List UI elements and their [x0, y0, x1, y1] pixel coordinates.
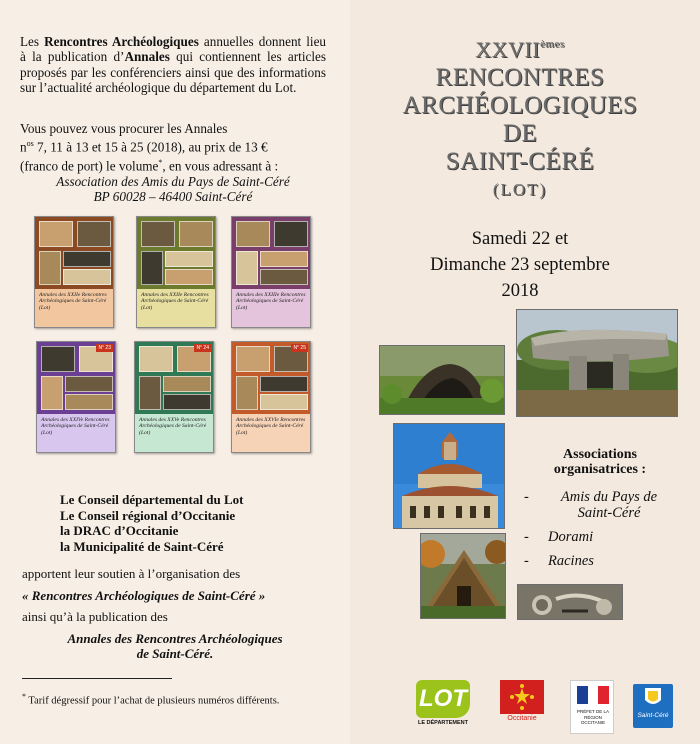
address-line-2: BP 60028 – 46400 Saint-Céré [93, 189, 253, 205]
hut-photo [420, 533, 506, 619]
book-photo-tile [139, 346, 173, 372]
footnote-divider [22, 678, 172, 679]
annales-book-cover [231, 341, 311, 453]
book-cover-caption: Annales des XXIVe Rencontres Archéologiques de Saint-Céré (Lot) [41, 417, 110, 436]
book-photo-tile [163, 394, 211, 410]
annales-book-cover [134, 341, 214, 453]
saint-cere-logo: Saint-Céré [633, 684, 673, 728]
occitan-cross-icon [500, 680, 544, 714]
book-photo-tile [260, 269, 308, 285]
carving-photo [517, 584, 623, 620]
sponsor-item: la Municipalité de Saint-Céré [60, 538, 224, 554]
book-cover-image [135, 342, 213, 414]
book-photo-tile [139, 376, 161, 410]
book-cover-image [232, 342, 310, 414]
book-cover-image [232, 217, 310, 289]
book-photo-tile [39, 221, 73, 247]
occitanie-logo: Occitanie [500, 680, 544, 726]
annales-book-cover [136, 216, 216, 328]
book-cover-caption: Annales des XXIIe Rencontres Archéologiques de Saint-Céré (Lot) [141, 292, 209, 311]
book-cover-image [35, 217, 113, 289]
organizers-box [530, 447, 670, 577]
book-photo-tile [41, 346, 75, 372]
prefet-logo: PRÉFET DE LA RÉGION OCCITANIE [570, 680, 614, 734]
book-photo-tile [236, 346, 270, 372]
book-photo-tile [236, 376, 258, 410]
church-photo [393, 423, 505, 529]
support-text: apportent leur soutien à l’organisation des « Rencontres Archéologiques de Saint-Céré » ainsi qu’à la publication des Annales des Rencontres Archéologiques de Saint-Céré. [22, 566, 328, 668]
intro-paragraph: Les Rencontres Archéologiques annuelles donnent lieu à la publication d’Annales qui contiennent les articles proposés par les conférenciers ainsi que des informations sur l’actualité archéologique du département du Lot. [20, 34, 327, 96]
event-date: Samedi 22 et Dimanche 23 septembre 2018 [430, 229, 610, 301]
sponsor-item: Le Conseil départemental du Lot [60, 492, 244, 507]
organizers-heading: Associations organisatrices : [553, 447, 647, 477]
book-photo-tile [236, 251, 258, 285]
book-photo-tile [65, 394, 113, 410]
book-number-badge: N° 24 [196, 345, 209, 351]
book-photo-tile [63, 251, 111, 267]
book-photo-tile [65, 376, 113, 392]
book-cover-image [137, 217, 215, 289]
event-title: XXVIIèmes RENCONTRES ARCHÉOLOGIQUES DE SAINT-CÉRÉ (LOT) [402, 37, 638, 199]
book-photo-tile [274, 221, 308, 247]
book-photo-tile [39, 251, 61, 285]
book-cover-caption: Annales des XXIIIe Rencontres Archéologiques de Saint-Céré (Lot) [236, 292, 306, 311]
book-cover-caption: Annales des XXVIe Rencontres Archéologiques de Saint-Céré (Lot) [236, 417, 306, 436]
book-photo-tile [260, 376, 308, 392]
footnote: * Tarif dégressif pour l’achat de plusieurs numéros différents. [22, 692, 280, 707]
book-photo-tile [77, 221, 111, 247]
book-photo-tile [163, 376, 211, 392]
book-cover-caption: Annales des XXVe Rencontres Archéologiques de Saint-Céré (Lot) [139, 417, 207, 436]
book-photo-tile [41, 376, 63, 410]
organizer-item: - Dorami [530, 529, 670, 545]
book-number-badge: N° 23 [98, 345, 111, 351]
book-photo-tile [165, 251, 213, 267]
publication-name: Annales des Rencontres Archéologiques [67, 630, 283, 646]
annales-paragraph: Vous pouvez vous procurer les Annales $n^{os}$ 7, 11 à 13 et 15 à 25 (2018), au prix de 13 € (franco de port) le volume*, en vous adressant à : Association des Amis du Pays de Saint-Céré BP 60028 – 46400 Saint-Céré [20, 121, 326, 205]
annales-book-cover [36, 341, 116, 453]
book-photo-tile [165, 269, 213, 285]
cave-photo [379, 345, 505, 415]
book-cover-caption: Annales des XXIIe Rencontres Archéologiques de Saint-Céré (Lot) [39, 292, 107, 311]
book-number-badge: N° 25 [293, 345, 306, 351]
organizer-item: - Amis du Pays de Saint-Céré [530, 489, 670, 521]
annales-book-cover [231, 216, 311, 328]
lot-logo-mark: LOT [416, 680, 470, 718]
book-photo-tile [260, 394, 308, 410]
book-photo-tile [179, 221, 213, 247]
saint-cere-shield-icon [633, 684, 673, 712]
book-photo-tile [141, 251, 163, 285]
sponsor-list [60, 492, 320, 554]
organizer-item: - Racines [530, 553, 670, 569]
sponsor-item: Le Conseil régional d’Occitanie [60, 507, 236, 523]
book-photo-tile [63, 269, 111, 285]
book-photo-tile [141, 221, 175, 247]
event-name: « Rencontres Archéologiques de Saint-Céré » [22, 587, 266, 603]
lot-department-logo: LOT LE DÉPARTEMENT [414, 680, 472, 730]
sponsor-item: la DRAC d’Occitanie [60, 523, 179, 539]
book-cover-image [37, 342, 115, 414]
book-photo-tile [260, 251, 308, 267]
french-flag-icon [577, 686, 609, 704]
dolmen-photo [516, 309, 678, 417]
annales-book-cover [34, 216, 114, 328]
book-photo-tile [236, 221, 270, 247]
address-line-1: Association des Amis du Pays de Saint-Céré [56, 174, 290, 189]
